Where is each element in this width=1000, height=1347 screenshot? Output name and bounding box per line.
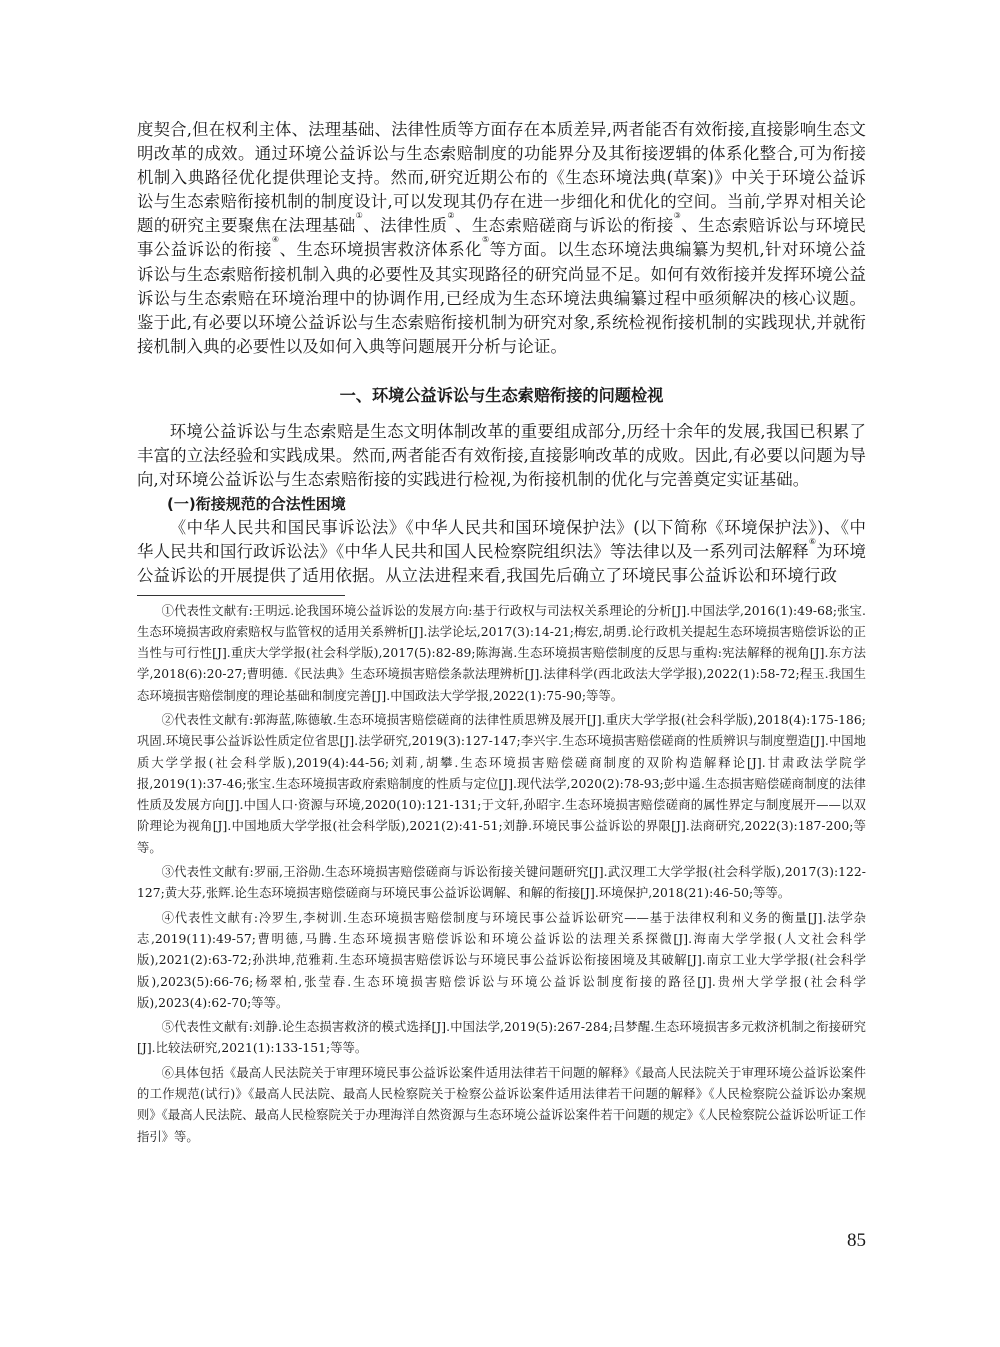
page-number: 85 bbox=[847, 1230, 866, 1251]
text-run: 、生态索赔磋商与诉讼的衔接 bbox=[455, 216, 674, 236]
footnote-4: ④代表性文献有:冷罗生,李树训.生态环境损害赔偿制度与环境民事公益诉讼研究——基于法律权利和义务的衡量[J].法学杂志,2019(11):49-57;曹明德,马腾.生态环境损害赔偿诉讼和环境公益诉讼的法理关系探微[J].海南大学学报(人文社会科学版),2021(2):63-72;孙洪坤,范雅莉.生态环境损害赔偿诉讼与环境民事公益诉讼衔接困境及其破解[J].南京工业大学学报(社会科学版),2023(5):66-76;杨翠柏,张莹春.生态环境损害赔偿诉讼与环境公益诉讼制度衔接的路径[J].贵州大学学报(社会科学版),2023(4):62-70;等等。 bbox=[137, 910, 866, 1010]
footnote-divider bbox=[137, 595, 345, 596]
footnote-6: ⑥具体包括《最高人民法院关于审理环境民事公益诉讼案件适用法律若干问题的解释》《最高人民法院关于审理环境公益诉讼案件的工作规范(试行)》《最高人民法院、最高人民检察院关于检察公益诉讼案件适用法律若干问题的解释》《人民检察院公益诉讼办案规则》《最高人民法院、最高人民检察院关于办理海洋自然资源与生态环境公益诉讼案件若干问题的规定》《人民检察院公益诉讼听证工作指引》等。 bbox=[137, 1065, 866, 1144]
footnote-ref-4[interactable]: ④ bbox=[271, 235, 280, 245]
text-run: 度契合,但在权利主体、法理基础、法律性质等方面存在本质差异,两者能否有效衔接,直接影响生态文明改革的成效。通过环境公益诉讼与生态索赔制度的功能界分及其衔接逻辑的体系化整合,可为衔接机制入典路径优化提供理论支持。然而,研究近期公布的《生态环境法典(草案)》中关于环境公益诉讼与生态索赔衔接机制的制度设计,可以发现其仍存在进一步细化和优化的空间。当前,学界对相关论题的研究主要聚焦在法理基础 bbox=[137, 120, 866, 236]
footnotes bbox=[137, 601, 866, 1148]
body-paragraph-intro bbox=[137, 118, 866, 359]
body-paragraph-section-intro: 环境公益诉讼与生态索赔是生态文明体制改革的重要组成部分,历经十余年的发展,我国已积累了丰富的立法经验和实践成果。然而,两者能否有效衔接,直接影响改革的成败。因此,有必要以问题为导向,对环境公益诉讼与生态索赔衔接的实践进行检视,为衔接机制的优化与完善奠定实证基础。 bbox=[137, 421, 866, 490]
footnote-1: ①代表性文献有:王明远.论我国环境公益诉讼的发展方向:基于行政权与司法权关系理论的分析[J].中国法学,2016(1):49-68;张宝.生态环境损害政府索赔权与监管权的适用关系辨析[J].法学论坛,2017(3):14-21;梅宏,胡勇.论行政机关提起生态环境损害赔偿诉讼的正当性与可行性[J].重庆大学学报(社会科学版),2017(5):82-89;陈海嵩.生态环境损害赔偿制度的反思与重构:宪法解释的视角[J].东方法学,2018(6):20-27;曹明德.《民法典》生态环境损害赔偿条款法理辨析[J].法律科学(西北政法大学学报),2022(1):58-72;程玉.我国生态环境损害赔偿制度的理论基础和制度完善[J].中国政法大学学报,2022(1):75-90;等等。 bbox=[137, 603, 866, 703]
text-run: 等方面。以生态环境法典编纂为契机,针对环境公益诉讼与生态索赔衔接机制入典的必要性及其实现路径的研究尚显不足。如何有效衔接并发挥环境公益诉讼与生态索赔在环境治理中的协调作用,已经成为生态环境法典编纂过程中亟须解决的核心议题。鉴于此,有必要以环境公益诉讼与生态索赔衔接机制为研究对象,系统检视衔接机制的实践现状,并就衔接机制入典的必要性以及如何入典等问题展开分析与论证。 bbox=[137, 240, 866, 356]
footnote-ref-5[interactable]: ⑤ bbox=[481, 235, 490, 245]
page-content bbox=[137, 118, 866, 1151]
body-paragraph-legal-basis bbox=[137, 516, 866, 588]
section-heading: 一、环境公益诉讼与生态索赔衔接的问题检视 bbox=[339, 385, 664, 405]
footnote-5: ⑤代表性文献有:刘静.论生态损害救济的模式选择[J].中国法学,2019(5):267-284;吕梦醒.生态环境损害多元救济机制之衔接研究[J].比较法研究,2021(1):133-151;等等。 bbox=[137, 1020, 866, 1056]
footnote-3: ③代表性文献有:罗丽,王浴勋.生态环境损害赔偿磋商与诉讼衔接关键问题研究[J].武汉理工大学学报(社会科学版),2017(3):122-127;黄大芬,张辉.论生态环境损害赔偿磋商与环境民事公益诉讼调解、和解的衔接[J].环境保护,2018(21):46-50;等等。 bbox=[137, 865, 866, 901]
footnote-ref-3[interactable]: ③ bbox=[673, 211, 682, 221]
footnote-ref-6[interactable]: ⑥ bbox=[808, 537, 817, 547]
footnote-2: ②代表性文献有:郭海蓝,陈德敏.生态环境损害赔偿磋商的法律性质思辨及展开[J].重庆大学学报(社会科学版),2018(4):175-186;巩固.环境民事公益诉讼性质定位省思[J].法学研究,2019(3):127-147;李兴宇.生态环境损害赔偿磋商的性质辨识与制度塑造[J].中国地质大学学报(社会科学版),2019(4):44-56;刘莉,胡攀.生态环境损害赔偿磋商制度的双阶构造解释论[J].甘肃政法学院学报,2019(1):37-46;张宝.生态环境损害政府索赔制度的性质与定位[J].现代法学,2020(2):78-93;彭中遥.生态损害赔偿磋商制度的法律性质及发展方向[J].中国人口·资源与环境,2020(10):121-131;于文轩,孙昭宇.生态环境损害赔偿磋商的属性界定与制度展开——以双阶理论为视角[J].中国地质大学学报(社会科学版),2021(2):41-51;刘静.环境民事公益诉讼的界限[J].法商研究,2022(3):187-200;等等。 bbox=[137, 712, 866, 855]
text-run: 、生态索赔诉讼与环境民事公益诉讼的衔接 bbox=[137, 216, 867, 260]
text-run: 、法律性质 bbox=[363, 216, 448, 236]
subsection-heading: (一)衔接规范的合法性困境 bbox=[167, 495, 346, 514]
text-run: 、生态环境损害救济体系化 bbox=[279, 240, 482, 260]
footnote-ref-1[interactable]: ① bbox=[355, 211, 364, 221]
footnote-ref-2[interactable]: ② bbox=[447, 211, 455, 221]
text-run: 为环境公益诉讼的开展提供了适用依据。从立法进程来看,我国先后确立了环境民事公益诉讼和环境行政 bbox=[137, 542, 866, 586]
text-run: 《中华人民共和国民事诉讼法》《中华人民共和国环境保护法》(以下简称《环境保护法》)、《中华人民共和国行政诉讼法》《中华人民共和国人民检察院组织法》等法律以及一系列司法解释 bbox=[137, 518, 866, 562]
